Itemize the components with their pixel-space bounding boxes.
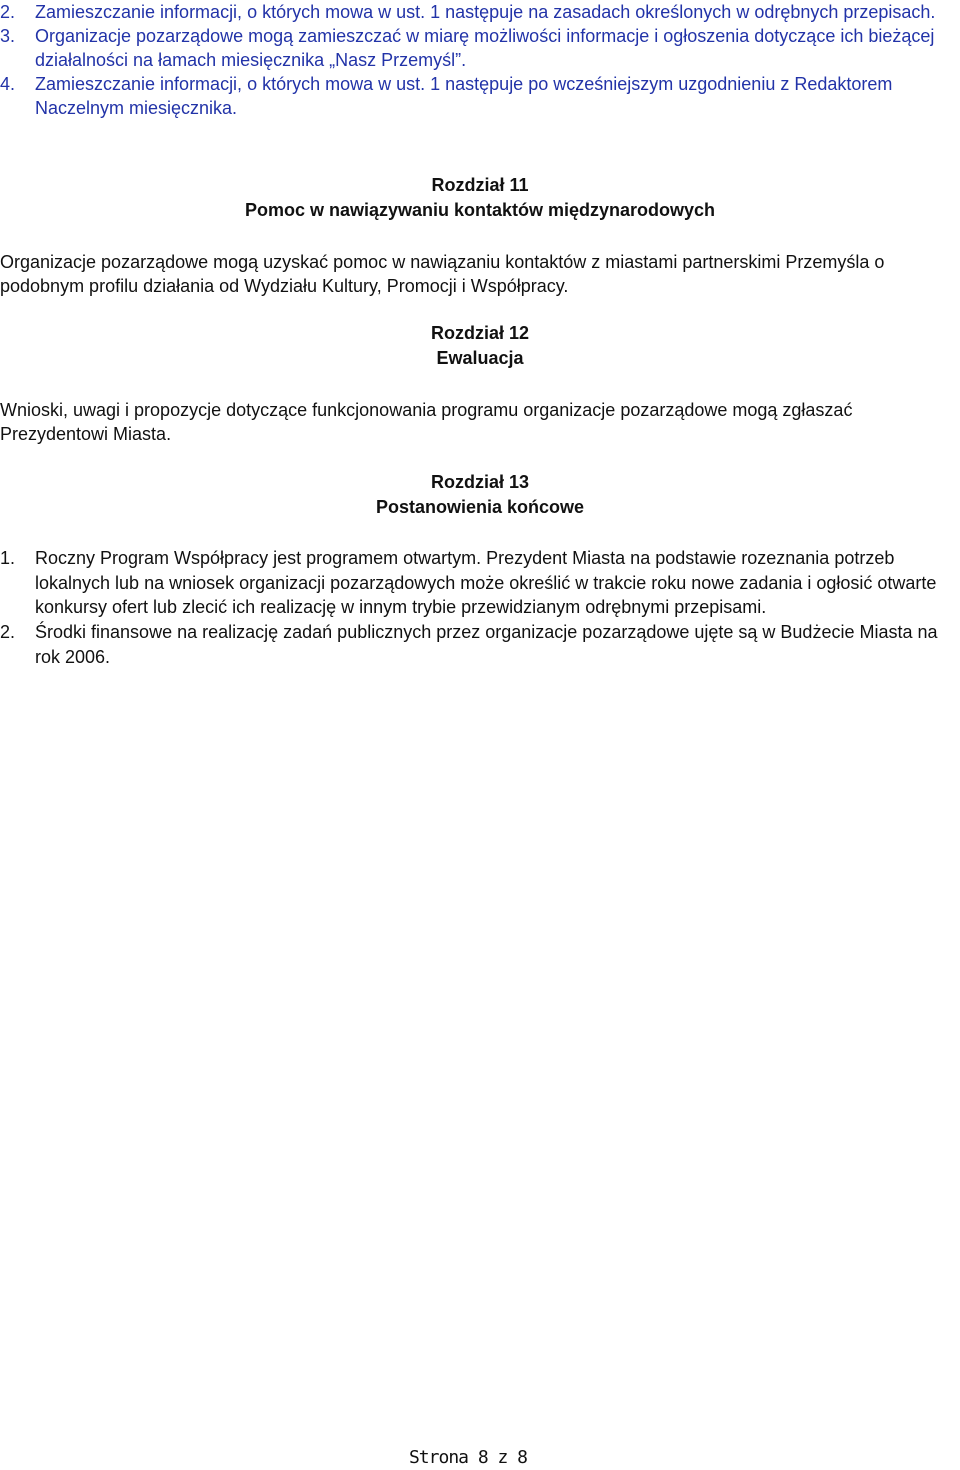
chapter-12-paragraph: Wnioski, uwagi i propozycje dotyczące funkcjonowania programu organizacje pozarządowe mogą zgłaszać Prezydentowi Miasta. xyxy=(0,400,853,444)
final-provisions-list xyxy=(0,546,956,670)
chapter-11-heading: Rozdział 11 xyxy=(431,175,529,195)
list-item-text: Środki finansowe na realizację zadań publicznych przez organizacje pozarządowe ujęte są w Budżecie Miasta na rok 2006. xyxy=(35,622,938,667)
list-item xyxy=(0,0,956,24)
list-item-number: 2. xyxy=(0,2,16,22)
list-item-number: 1. xyxy=(0,548,16,568)
chapter-12-title: Ewaluacja xyxy=(436,348,524,368)
list-item-text: Zamieszczanie informacji, o których mowa w ust. 1 następuje po wcześniejszym uzgodnieniu z Redaktorem Naczelnym miesięcznika. xyxy=(35,74,893,118)
page-number-footer: Strona 8 z 8 xyxy=(408,1447,528,1468)
chapter-13-heading: Rozdział 13 xyxy=(430,472,530,492)
chapter-13-title: Postanowienia końcowe xyxy=(375,497,585,517)
list-item xyxy=(0,24,956,72)
chapter-11-title: Pomoc w nawiązywaniu kontaktów międzynarodowych xyxy=(244,200,716,220)
list-item-number: 3. xyxy=(0,26,16,46)
list-item-number: 2. xyxy=(0,622,16,643)
chapter-12-heading: Rozdział 12 xyxy=(430,323,530,343)
list-item-text: Roczny Program Współpracy jest programem otwartym. Prezydent Miasta na podstawie rozeznania potrzeb lokalnych lub na wniosek organizacji pozarządowych może określić w trakcie roku nowe zadania i ogłosić otwarte konkursy ofert lub zlecić ich realizację w innym trybie przewidzianym odrębnymi przepisami. xyxy=(35,548,937,618)
list-item-text: Organizacje pozarządowe mogą zamieszczać w miarę możliwości informacje i ogłoszenia dotyczące ich bieżącej działalności na łamach miesięcznika „Nasz Przemyśl”. xyxy=(35,26,935,70)
list-item xyxy=(0,72,956,120)
list-item xyxy=(0,546,956,620)
top-numbered-list xyxy=(0,0,956,120)
list-item-text: Zamieszczanie informacji, o których mowa w ust. 1 następuje na zasadach określonych w odrębnych przepisach. xyxy=(35,2,936,22)
chapter-11-paragraph: Organizacje pozarządowe mogą uzyskać pomoc w nawiązaniu kontaktów z miastami partnerskimi Przemyśla o podobnym profilu działania od Wydziału Kultury, Promocji i Współpracy. xyxy=(0,252,885,296)
list-item xyxy=(0,620,956,669)
list-item-number: 4. xyxy=(0,74,16,94)
